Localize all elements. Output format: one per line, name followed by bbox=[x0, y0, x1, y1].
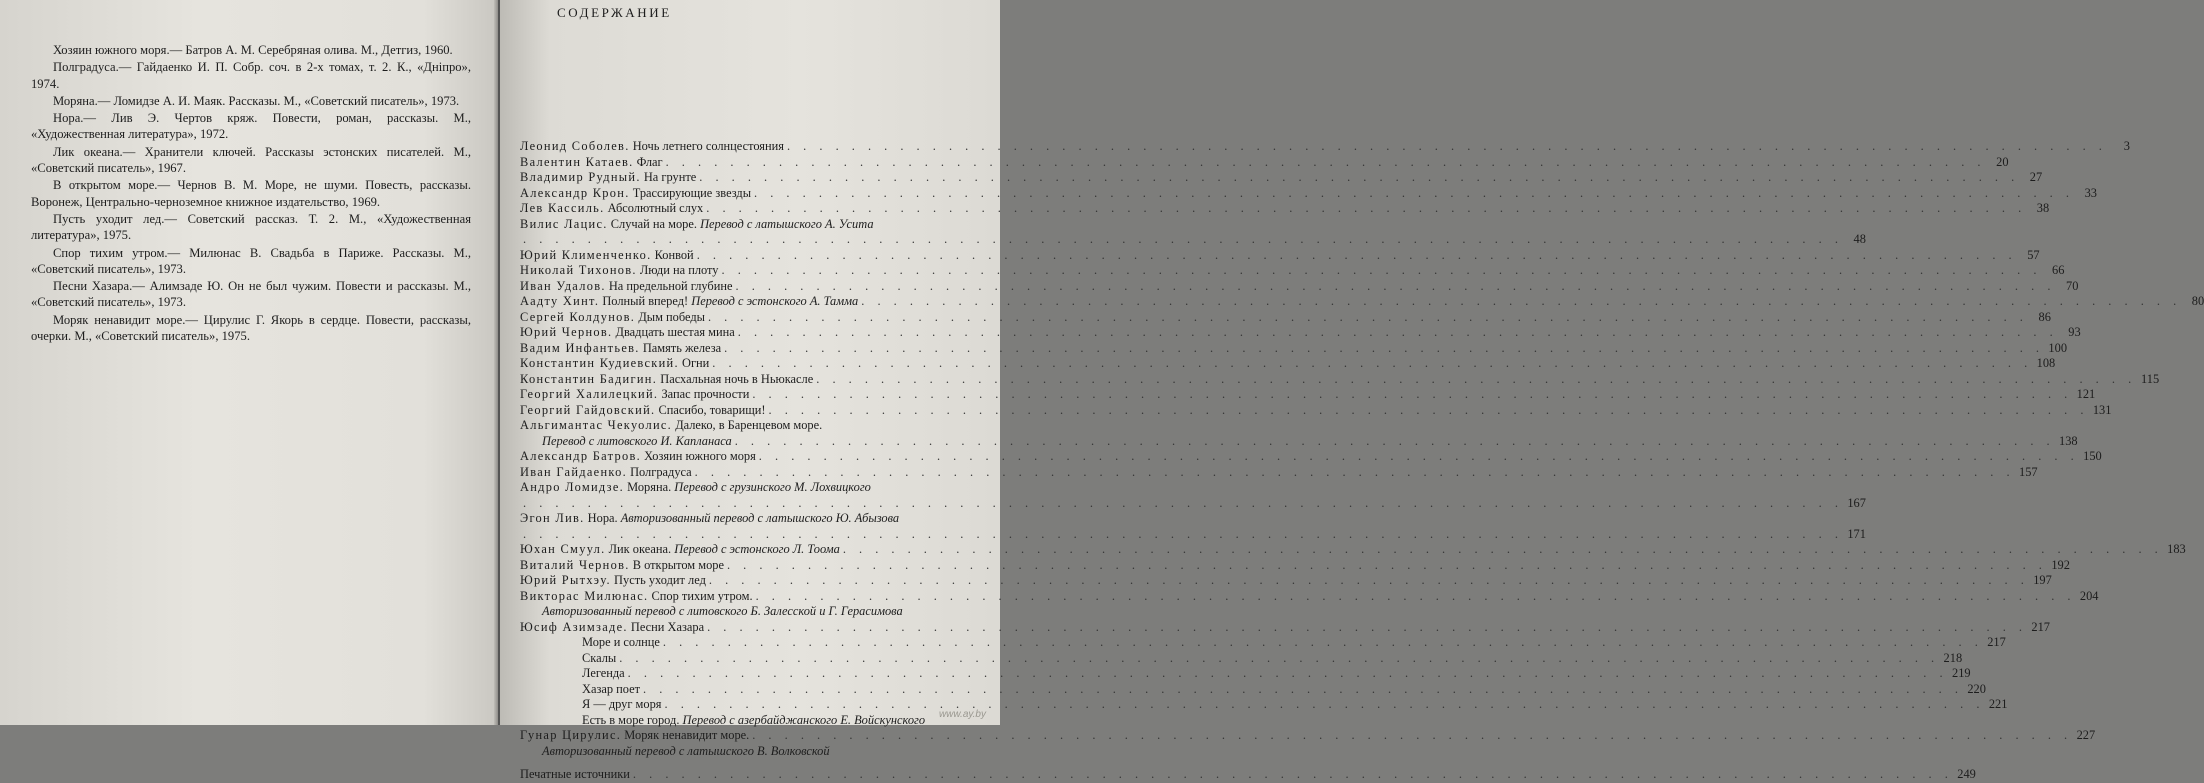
toc-entry bbox=[520, 263, 2065, 279]
toc-entry bbox=[520, 325, 2081, 341]
source-entry: Лик океана.— Хранители ключей. Рассказы эстонских писателей. М., «Советский писатель», 1967. bbox=[31, 144, 471, 176]
toc-title: Полградуса bbox=[630, 464, 692, 479]
toc-author: Викторас Милюнас. bbox=[520, 588, 649, 603]
toc-translator: Перевод с эстонского А. Тамма bbox=[691, 294, 859, 308]
leader-dots bbox=[665, 697, 1985, 713]
toc-title: Пасхальная ночь в Ньюкасле bbox=[660, 371, 814, 386]
toc-entry bbox=[520, 728, 2096, 759]
toc-author: Эгон Лив. bbox=[520, 511, 585, 525]
toc-title: Далеко, в Баренцевом море. bbox=[675, 418, 823, 432]
toc-title: Печатные источники bbox=[520, 767, 630, 781]
toc-translator: Перевод с эстонского Л. Тоома bbox=[674, 542, 840, 556]
toc-page: 100 bbox=[2048, 340, 2068, 355]
toc-page: 249 bbox=[1957, 767, 1976, 781]
toc-entry bbox=[520, 278, 2079, 295]
leader-dots bbox=[666, 155, 1986, 171]
toc-subentry bbox=[520, 713, 974, 729]
toc-subentry bbox=[520, 650, 1963, 667]
leader-dots bbox=[709, 573, 2029, 589]
source-entry: В открытом море.— Чернов В. М. Море, не шуми. Повесть, рассказы. Воронеж, Центрально-черноземное книжное издательство, 1969. bbox=[31, 178, 471, 209]
toc-author: Андро Ломидзе. bbox=[520, 480, 625, 494]
toc-title: Флаг bbox=[636, 154, 663, 169]
leader-dots bbox=[735, 434, 2055, 450]
toc-entry bbox=[520, 185, 2097, 202]
toc-title: Нора. bbox=[587, 511, 618, 525]
toc-title: Двадцать шестая мина bbox=[615, 325, 735, 339]
toc-page: 218 bbox=[1943, 650, 1963, 665]
toc-page: 80 bbox=[2191, 294, 2204, 308]
toc-page: 157 bbox=[2019, 464, 2038, 479]
toc-author: Георгий Халилецкий. bbox=[520, 387, 659, 401]
leader-dots bbox=[843, 542, 2163, 558]
leader-dots bbox=[706, 201, 2026, 217]
toc-page: 150 bbox=[2083, 449, 2102, 463]
toc-title: Случай на море. bbox=[610, 216, 697, 231]
toc-author: Вадим Инфантьев. bbox=[520, 340, 640, 355]
toc-subentry bbox=[520, 666, 1971, 682]
toc-entry bbox=[520, 573, 2052, 589]
leader-dots bbox=[712, 356, 2032, 372]
toc-entry bbox=[520, 767, 1976, 783]
toc-title: Хазар поет bbox=[582, 681, 641, 696]
toc-entry bbox=[520, 154, 2009, 171]
leader-dots bbox=[695, 465, 2015, 481]
left-page bbox=[0, 0, 498, 725]
contents-title: СОДЕРЖАНИЕ bbox=[557, 5, 672, 20]
toc-entry bbox=[520, 340, 2068, 357]
toc-title: Огни bbox=[682, 356, 710, 370]
leader-dots bbox=[736, 279, 2056, 295]
toc-title: Моряк ненавидит море. bbox=[624, 728, 750, 742]
toc-page: 131 bbox=[2092, 402, 2112, 417]
source-entry: Нора.— Лив Э. Чертов кряж. Повести, роман, рассказы. М., «Художественная литература», 1972. bbox=[31, 111, 471, 142]
source-entry: Песни Хазара.— Алимзаде Ю. Он не был чужим. Повести и рассказы. М., «Советский писатель», 1973. bbox=[31, 279, 471, 310]
leader-dots bbox=[708, 310, 2028, 326]
toc-entry bbox=[520, 464, 2038, 481]
toc-title: Дым победы bbox=[638, 309, 705, 324]
toc-title: Скалы bbox=[582, 650, 617, 665]
toc-page: 27 bbox=[2029, 170, 2043, 184]
leader-dots bbox=[633, 767, 1953, 783]
source-entry: Моряк ненавидит море.— Цирулис Г. Якорь в сердце. Повести, рассказы, очерки. М., «Советский писатель», 1975. bbox=[31, 312, 471, 344]
leader-dots bbox=[523, 232, 1843, 248]
leader-dots bbox=[628, 666, 1948, 682]
toc-author: Константин Бадигин. bbox=[520, 371, 658, 386]
toc-page: 221 bbox=[1988, 697, 2008, 711]
toc-author: Николай Тихонов. bbox=[520, 263, 637, 277]
toc-entry bbox=[520, 371, 2160, 388]
leader-dots bbox=[523, 527, 1843, 543]
toc-author: Лев Кассиль. bbox=[520, 201, 605, 215]
sources-list bbox=[31, 42, 471, 345]
toc-author: Юрий Чернов. bbox=[520, 325, 613, 339]
source-entry: Полградуса.— Гайдаенко И. П. Собр. соч. в 2-х томах, т. 2. К., «Дніпро», 1974. bbox=[31, 60, 471, 91]
toc-title: Абсолютный слух bbox=[607, 201, 704, 215]
right-page bbox=[500, 0, 2204, 781]
toc-author: Аадту Хинт. bbox=[520, 294, 600, 308]
leader-dots bbox=[697, 248, 2017, 264]
toc-title: На грунте bbox=[643, 170, 697, 184]
leader-dots bbox=[759, 449, 2079, 465]
source-entry: Спор тихим утром.— Милюнас В. Свадьба в Париже. Рассказы. М., «Советский писатель», 1973. bbox=[31, 245, 471, 276]
leader-dots bbox=[619, 651, 1939, 667]
source-entry: Пусть уходит лед.— Советский рассказ. Т. 2. М., «Художественная литература», 1975. bbox=[31, 211, 471, 243]
toc-entry bbox=[520, 387, 2096, 403]
toc-author: Валентин Катаев. bbox=[520, 154, 634, 169]
toc-page: 138 bbox=[2059, 433, 2078, 448]
toc-entry bbox=[520, 170, 2043, 186]
toc-entry bbox=[520, 402, 2112, 419]
leader-dots bbox=[756, 589, 2076, 605]
toc-page: 227 bbox=[2076, 728, 2096, 742]
leader-dots bbox=[643, 682, 1963, 698]
toc-page: 70 bbox=[2066, 278, 2079, 293]
toc-title: Спор тихим утром. bbox=[651, 588, 753, 603]
toc-page: 108 bbox=[2036, 356, 2056, 370]
toc-author: Иван Удалов. bbox=[520, 278, 606, 293]
toc-entry bbox=[520, 480, 1866, 511]
toc-entry bbox=[520, 247, 2040, 264]
toc-author: Владимир Рудный. bbox=[520, 170, 641, 184]
toc-entry bbox=[520, 139, 2130, 155]
toc-author: Сергей Колдунов. bbox=[520, 309, 636, 324]
toc-author: Юхан Смуул. bbox=[520, 542, 606, 556]
toc-title: Люди на плоту bbox=[639, 263, 719, 277]
toc-author: Константин Кудиевский. bbox=[520, 356, 679, 370]
toc-author: Леонид Соболев. bbox=[520, 139, 630, 153]
leader-dots bbox=[663, 635, 1983, 651]
toc-page: 171 bbox=[1847, 526, 1866, 541]
toc-translator: Перевод с грузинского М. Лохвицкого bbox=[674, 480, 871, 494]
toc-author: Георгий Гайдовский. bbox=[520, 402, 656, 417]
toc-author: Александр Батров. bbox=[520, 449, 642, 463]
toc-entry bbox=[520, 418, 2078, 449]
toc-title: Песни Хазара bbox=[630, 619, 705, 634]
toc-page: 183 bbox=[2167, 542, 2186, 556]
toc-entry bbox=[520, 588, 2099, 620]
toc-page: 86 bbox=[2038, 309, 2051, 324]
leader-dots bbox=[724, 341, 2044, 357]
toc-entry bbox=[520, 557, 2070, 574]
watermark: www.ay.by bbox=[938, 709, 986, 720]
toc-author: Альгимантас Чекуолис. bbox=[520, 418, 673, 432]
toc-author: Гунар Цирулис. bbox=[520, 728, 622, 742]
leader-dots bbox=[769, 403, 2089, 419]
leader-dots bbox=[738, 325, 2058, 341]
leader-dots bbox=[752, 728, 2072, 744]
toc-author: Виталий Чернов. bbox=[520, 557, 630, 572]
toc-page: 204 bbox=[2079, 588, 2099, 603]
toc-page: 20 bbox=[1996, 154, 2009, 169]
leader-dots bbox=[861, 294, 2181, 310]
toc-page: 197 bbox=[2033, 573, 2052, 587]
toc-title: Спасибо, товарищи! bbox=[658, 402, 766, 417]
toc-entry bbox=[520, 542, 2186, 558]
toc-title: Память железа bbox=[642, 340, 722, 355]
toc-page: 192 bbox=[2051, 557, 2070, 572]
toc-entry bbox=[520, 201, 2050, 217]
toc-entry bbox=[520, 356, 2056, 372]
toc-title: Я — друг моря bbox=[582, 697, 662, 711]
toc-author: Вилис Лацис. bbox=[520, 216, 608, 231]
toc-page: 167 bbox=[1847, 495, 1866, 510]
leader-dots bbox=[727, 558, 2047, 574]
toc-author: Иван Гайдаенко. bbox=[520, 464, 627, 479]
toc-subentry bbox=[520, 681, 1986, 698]
leader-dots bbox=[699, 170, 2019, 186]
toc-title: Море и солнце bbox=[582, 635, 660, 649]
leader-dots bbox=[722, 263, 2042, 279]
toc-page: 66 bbox=[2052, 263, 2065, 277]
toc-author: Юсиф Азимзаде. bbox=[520, 619, 628, 634]
table-of-contents bbox=[520, 139, 2204, 783]
source-entry: Моряна.— Ломидзе А. И. Маяк. Рассказы. М., «Советский писатель», 1973. bbox=[53, 93, 460, 108]
source-entry: Хозяин южного моря.— Батров А. М. Серебряная олива. М., Детгиз, 1960. bbox=[53, 43, 453, 57]
toc-title: Полный вперед! bbox=[602, 294, 689, 308]
leader-dots bbox=[754, 186, 2074, 202]
toc-translator: Авторизованный перевод с латышского Ю. Абызова bbox=[620, 511, 900, 525]
toc-page: 3 bbox=[2123, 139, 2130, 153]
toc-author: Юрий Рытхэу. bbox=[520, 573, 611, 587]
toc-author: Юрий Клименченко. bbox=[520, 247, 652, 262]
toc-entry bbox=[520, 309, 2051, 326]
toc-page: 220 bbox=[1967, 681, 1986, 696]
toc-title: Моряна. bbox=[627, 480, 672, 494]
leader-dots bbox=[707, 620, 2027, 636]
toc-author: Александр Крон. bbox=[520, 185, 630, 200]
toc-subentry bbox=[520, 697, 2008, 713]
toc-page: 33 bbox=[2084, 185, 2097, 200]
leader-dots bbox=[787, 139, 2107, 155]
toc-title: Конвой bbox=[654, 247, 694, 262]
toc-title: Запас прочности bbox=[661, 387, 750, 401]
toc-subentry bbox=[520, 635, 2006, 651]
toc-translator: Авторизованный перевод с литовского Б. Залесской и Г. Герасимова bbox=[542, 604, 903, 618]
toc-page: 38 bbox=[2036, 201, 2050, 215]
toc-translator: Перевод с латышского А. Усита bbox=[700, 216, 874, 231]
toc-page: 57 bbox=[2027, 247, 2040, 262]
leader-dots bbox=[816, 372, 2136, 388]
toc-page: 48 bbox=[1853, 232, 1866, 246]
leader-dots bbox=[752, 387, 2072, 403]
toc-entry bbox=[520, 619, 2050, 636]
toc-page: 217 bbox=[1987, 635, 2006, 649]
toc-title: Трассирующие звезды bbox=[632, 185, 752, 200]
toc-title: Легенда bbox=[582, 666, 625, 680]
toc-entry bbox=[520, 216, 1866, 248]
toc-title: Есть в море город. bbox=[582, 712, 680, 727]
toc-translator: Перевод с литовского И. Капланаса bbox=[542, 433, 732, 448]
toc-entry bbox=[520, 294, 2204, 310]
toc-title: Пусть уходит лед bbox=[614, 573, 706, 587]
toc-title: В открытом море bbox=[632, 557, 724, 572]
toc-entry bbox=[520, 511, 1866, 542]
toc-translator: Перевод с азербайджанского Е. Войскунского bbox=[682, 712, 926, 727]
toc-translator: Авторизованный перевод с латышского В. Волковской bbox=[542, 743, 830, 758]
toc-title: На предельной глубине bbox=[608, 278, 733, 293]
toc-title: Ночь летнего солнцестояния bbox=[632, 139, 784, 153]
toc-page: 115 bbox=[2141, 371, 2160, 386]
toc-page: 121 bbox=[2076, 387, 2096, 401]
toc-page: 217 bbox=[2031, 619, 2050, 634]
leader-dots bbox=[523, 496, 1843, 512]
toc-entry bbox=[520, 449, 2102, 465]
toc-title: Лик океана. bbox=[608, 542, 672, 556]
toc-page: 93 bbox=[2068, 325, 2081, 339]
toc-title: Хозяин южного моря bbox=[644, 449, 756, 463]
toc-page: 219 bbox=[1952, 666, 1971, 680]
